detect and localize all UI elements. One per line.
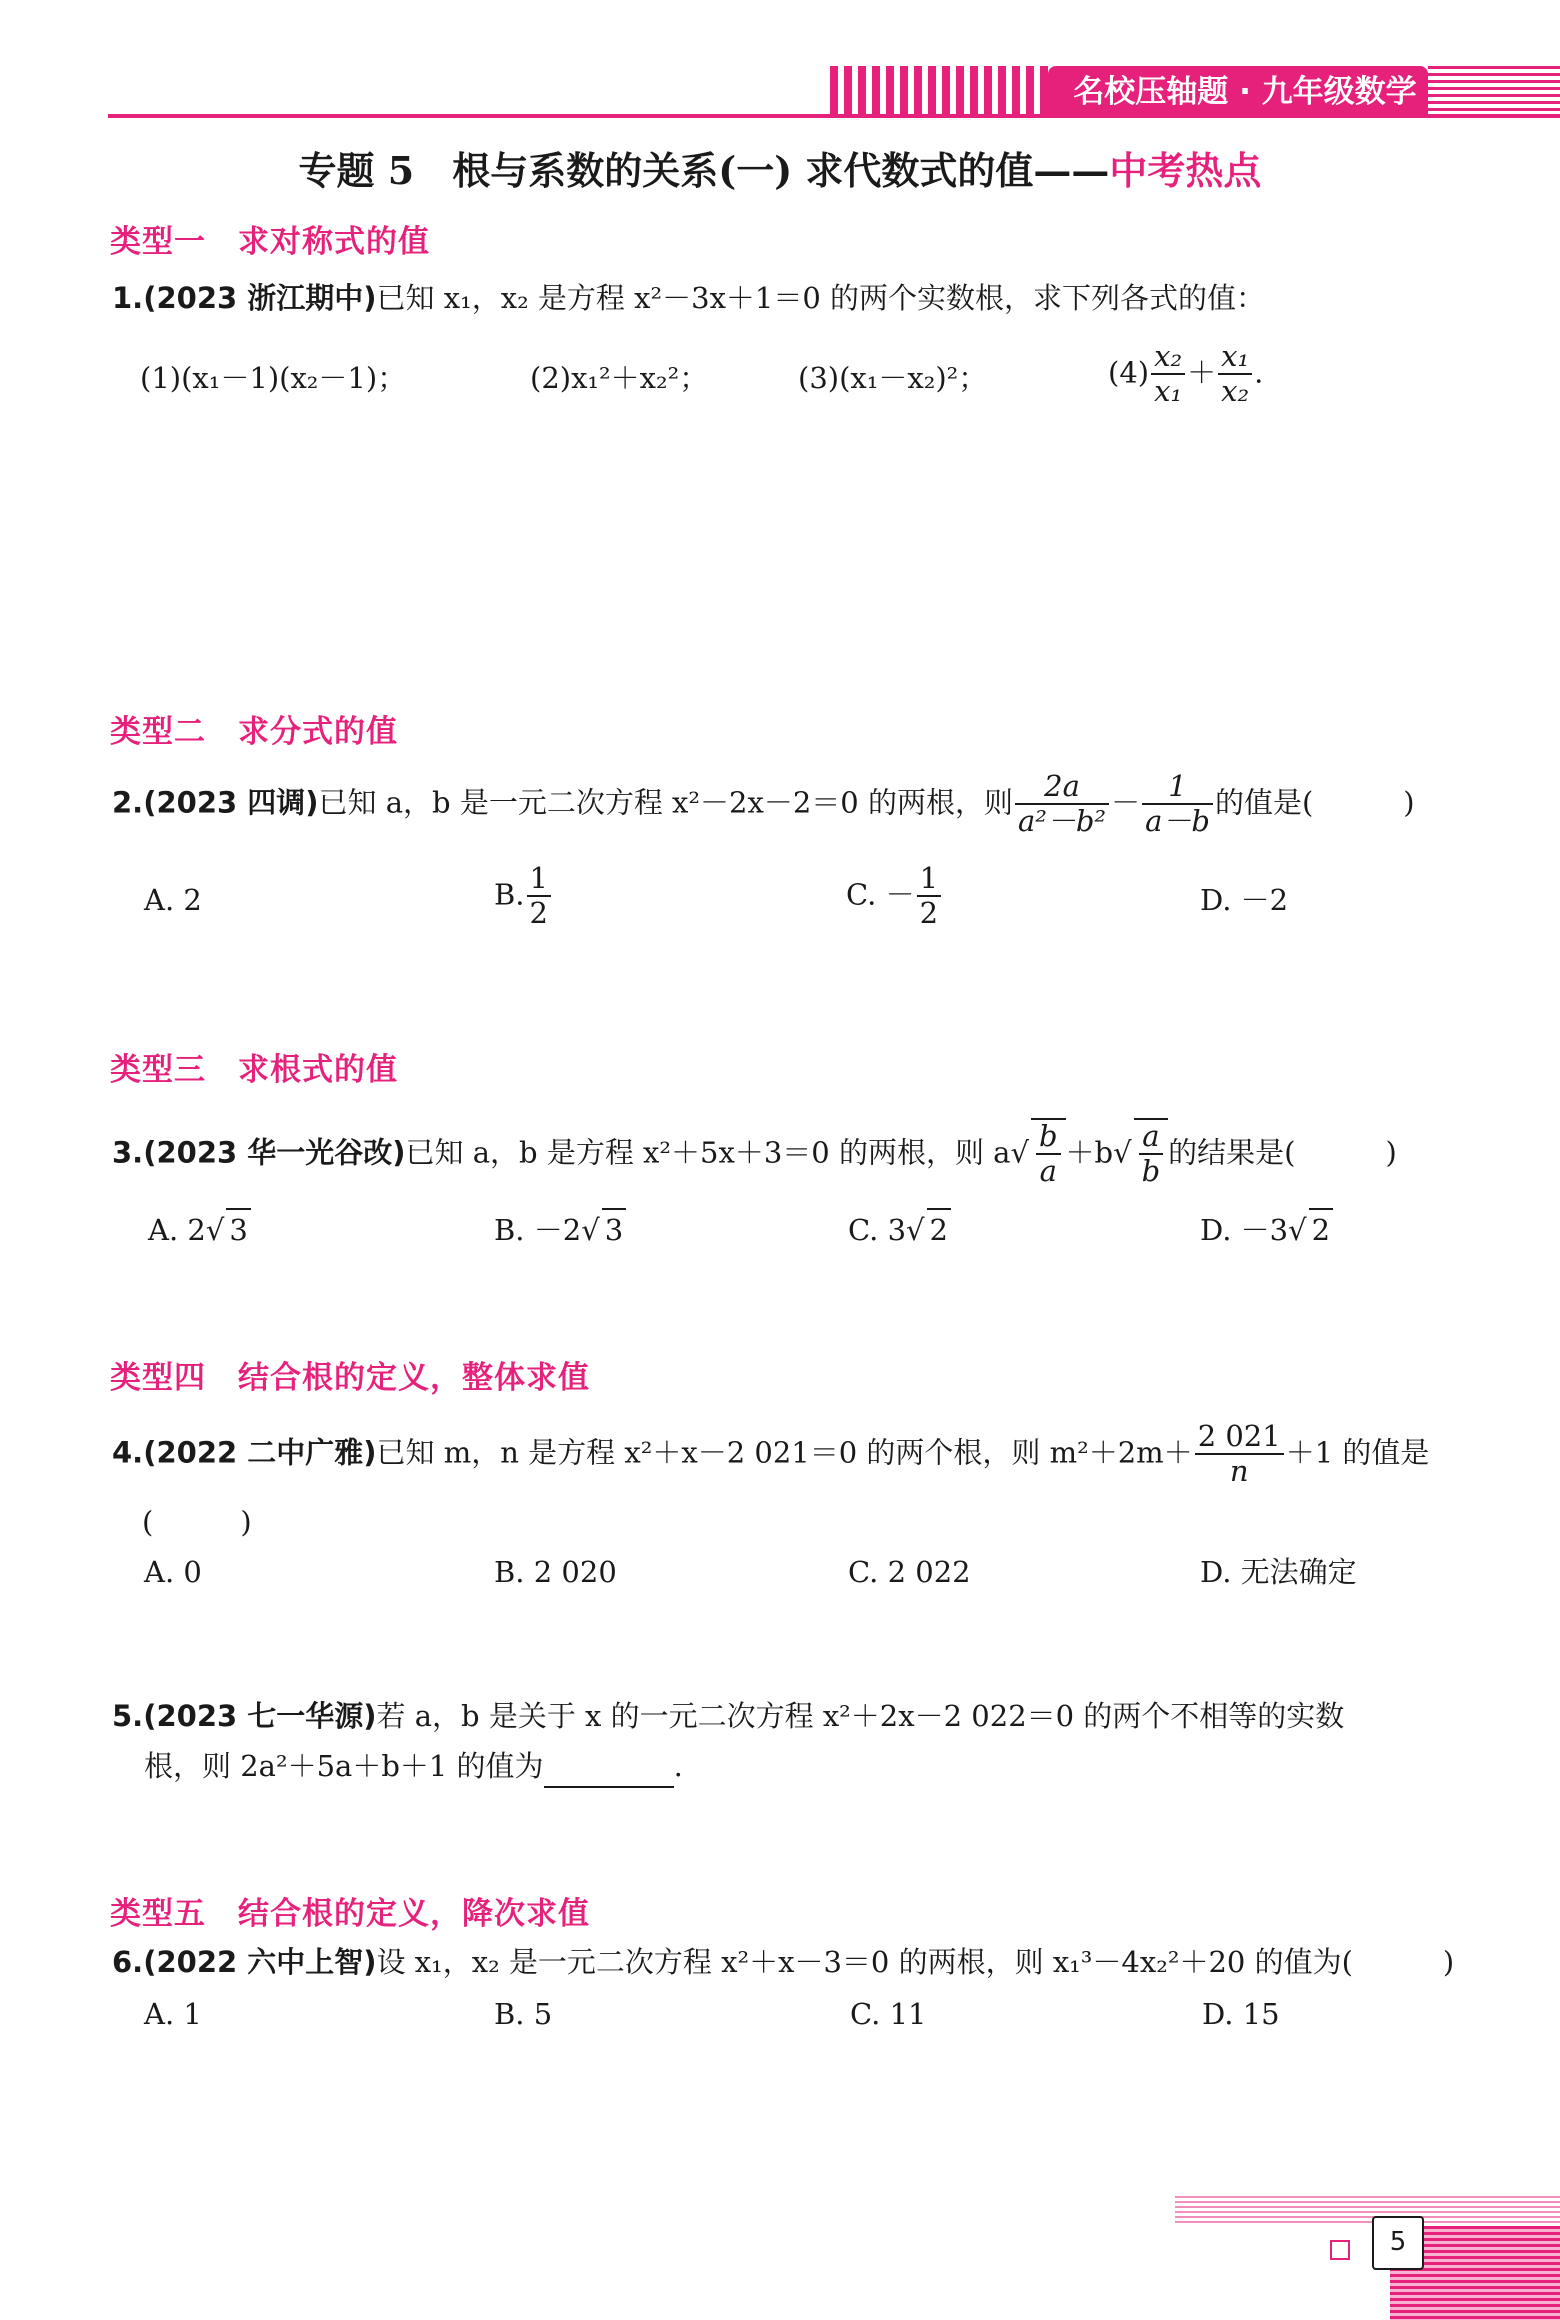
title-highlight: 中考热点	[1109, 148, 1262, 193]
question-stem-line-1: 若 a，b 是关于 x 的一元二次方程 x²＋2x－2 022＝0 的两个不相等的实数	[376, 1699, 1345, 1733]
question-1	[112, 276, 1265, 320]
answer-paren-close: )	[1403, 785, 1415, 820]
option-label: D. －3	[1200, 1213, 1289, 1247]
question-stem: 已知 a，b 是一元二次方程 x²－2x－2＝0 的两根，则	[318, 785, 1013, 820]
page-number: 5	[1372, 2216, 1424, 2270]
answer-paren-close: )	[1385, 1135, 1397, 1170]
fraction	[917, 862, 941, 931]
question-number: 2.	[112, 785, 144, 820]
question-source: (2023 四调)	[143, 785, 319, 820]
title-main: 专题 5 根与系数的关系(一) 求代数式的值——	[298, 148, 1110, 193]
q6-option-b: B. 5	[494, 1997, 553, 2031]
option-label: B.	[494, 877, 525, 912]
header-title: 名校压轴题 · 九年级数学	[1073, 74, 1417, 110]
q3-option-c: C. 3√ 2	[848, 1208, 951, 1250]
q2-option-b	[494, 862, 553, 931]
fraction-denominator: 2	[917, 895, 941, 930]
q1-part-4	[1108, 340, 1263, 409]
operator: －	[1111, 785, 1141, 820]
fraction-denominator: b	[1139, 1153, 1164, 1188]
q1-part-4-label: (4)	[1108, 355, 1150, 390]
answer-blank[interactable]	[544, 1756, 674, 1788]
q6-option-d: D. 15	[1202, 1997, 1280, 2031]
fraction	[1151, 340, 1185, 409]
fraction-denominator: 2	[527, 895, 551, 930]
header-stripes	[830, 66, 1050, 116]
header-rule	[108, 114, 1560, 118]
section-heading-4: 类型四 结合根的定义，整体求值	[110, 1360, 590, 1396]
question-source: (2022 二中广雅)	[143, 1435, 377, 1470]
option-label: B. －2	[494, 1213, 582, 1247]
radicand: 3	[602, 1208, 626, 1250]
question-tail: 的值是(	[1214, 785, 1314, 820]
fraction	[1015, 770, 1109, 839]
fraction-numerator: 2 021	[1197, 1419, 1281, 1453]
fraction-numerator: x₂	[1154, 339, 1183, 373]
question-number: 1.	[112, 281, 144, 315]
question-tail: 的结果是(	[1168, 1135, 1296, 1170]
radicand: 3	[226, 1208, 250, 1250]
question-3: 3.(2023 华一光谷改)已知 a，b 是方程 x²＋5x＋3＝0 的两根，则 a√ $\frac{b}{a}$ ＋b√ $\frac{a}{b}$ 的结果是( )	[112, 1119, 1397, 1189]
period: .	[1254, 355, 1264, 390]
fraction	[1218, 340, 1252, 409]
radical	[1031, 1118, 1066, 1189]
q1-part-2: (2)x₁²＋x₂²；	[530, 361, 709, 395]
fraction	[527, 862, 551, 931]
question-number: 5.	[112, 1699, 144, 1733]
question-5	[112, 1694, 1344, 1738]
q4-answer-paren: ( )	[142, 1505, 252, 1539]
q2-option-d: D. －2	[1200, 883, 1289, 917]
period: .	[673, 1749, 683, 1783]
fraction-numerator: a	[1142, 1119, 1160, 1153]
question-stem: 已知 x₁，x₂ 是方程 x²－3x＋1＝0 的两个实数根，求下列各式的值：	[376, 281, 1266, 315]
question-stem-line-2: 根，则 2a²＋5a＋b＋1 的值为	[144, 1749, 544, 1783]
question-source: (2022 六中上智)	[143, 1945, 377, 1979]
fraction-denominator: x₁	[1151, 373, 1185, 408]
q1-part-3: (3)(x₁－x₂)²；	[798, 361, 988, 395]
q1-part-1: (1)(x₁－1)(x₂－1)；	[140, 361, 407, 395]
page-title	[0, 146, 1560, 196]
fraction	[1139, 1120, 1164, 1189]
question-4	[112, 1420, 1429, 1489]
question-source: (2023 浙江期中)	[143, 281, 377, 315]
question-source: (2023 华一光谷改)	[143, 1135, 406, 1170]
section-heading-1: 类型一 求对称式的值	[110, 224, 430, 260]
option-label: A. 2	[148, 1213, 206, 1247]
fraction-numerator: 1	[1168, 769, 1187, 803]
fraction-numerator: x₁	[1221, 339, 1250, 373]
radicand: 2	[1309, 1208, 1333, 1250]
answer-paren-close: )	[1442, 1945, 1455, 1979]
fraction	[1142, 770, 1213, 839]
option-label: C. －	[846, 877, 915, 912]
option-label: C. 3	[848, 1213, 907, 1247]
q4-option-b: B. 2 020	[494, 1555, 617, 1589]
operator: ＋b	[1065, 1135, 1114, 1170]
question-source: (2023 七一华源)	[143, 1699, 377, 1733]
section-heading-3: 类型三 求根式的值	[110, 1052, 398, 1088]
q6-option-c: C. 11	[850, 1997, 927, 2031]
question-stem: 已知 a，b 是方程 x²＋5x＋3＝0 的两根，则 a	[405, 1135, 1011, 1170]
q2-option-c	[846, 862, 943, 931]
question-5-line-2	[144, 1744, 683, 1788]
section-heading-5: 类型五 结合根的定义，降次求值	[110, 1896, 590, 1932]
radical	[1134, 1118, 1169, 1189]
question-stem: 设 x₁，x₂ 是一元二次方程 x²＋x－3＝0 的两根，则 x₁³－4x₂²＋20 的值为(	[376, 1945, 1353, 1979]
fraction-numerator: 1	[529, 861, 548, 895]
page-marker-icon	[1330, 2240, 1350, 2260]
fraction-numerator: b	[1038, 1119, 1058, 1153]
fraction-numerator: 2a	[1044, 769, 1080, 803]
q3-option-d: D. －3√ 2	[1200, 1208, 1333, 1250]
q6-option-a: A. 1	[144, 1997, 202, 2031]
question-number: 3.	[112, 1135, 144, 1170]
radicand: 2	[927, 1208, 951, 1250]
question-number: 6.	[112, 1945, 144, 1979]
fraction-numerator: 1	[919, 861, 939, 895]
section-heading-2: 类型二 求分式的值	[110, 714, 398, 750]
q3-option-a: A. 2√ 3	[148, 1208, 251, 1250]
footer-lines	[1175, 2196, 1560, 2226]
question-2	[112, 770, 1415, 839]
q2-option-a: A. 2	[144, 883, 202, 917]
fraction	[1195, 1420, 1284, 1489]
q4-option-a: A. 0	[144, 1555, 202, 1589]
fraction-denominator: n	[1195, 1453, 1284, 1488]
header-lines	[1428, 66, 1560, 116]
fraction	[1036, 1120, 1061, 1189]
q4-option-d: D. 无法确定	[1200, 1555, 1357, 1589]
question-tail: ＋1 的值是	[1285, 1435, 1430, 1470]
question-6	[112, 1940, 1454, 1984]
question-number: 4.	[112, 1435, 144, 1470]
q3-option-b: B. －2√ 3	[494, 1208, 626, 1250]
fraction-denominator: a－b	[1142, 803, 1213, 838]
question-stem: 已知 m，n 是方程 x²＋x－2 021＝0 的两个根，则 m²＋2m＋	[376, 1435, 1193, 1470]
fraction-denominator: a	[1036, 1153, 1061, 1188]
fraction-denominator: a²－b²	[1015, 803, 1109, 838]
operator: ＋	[1187, 355, 1217, 390]
q4-option-c: C. 2 022	[848, 1555, 971, 1589]
fraction-denominator: x₂	[1218, 373, 1252, 408]
